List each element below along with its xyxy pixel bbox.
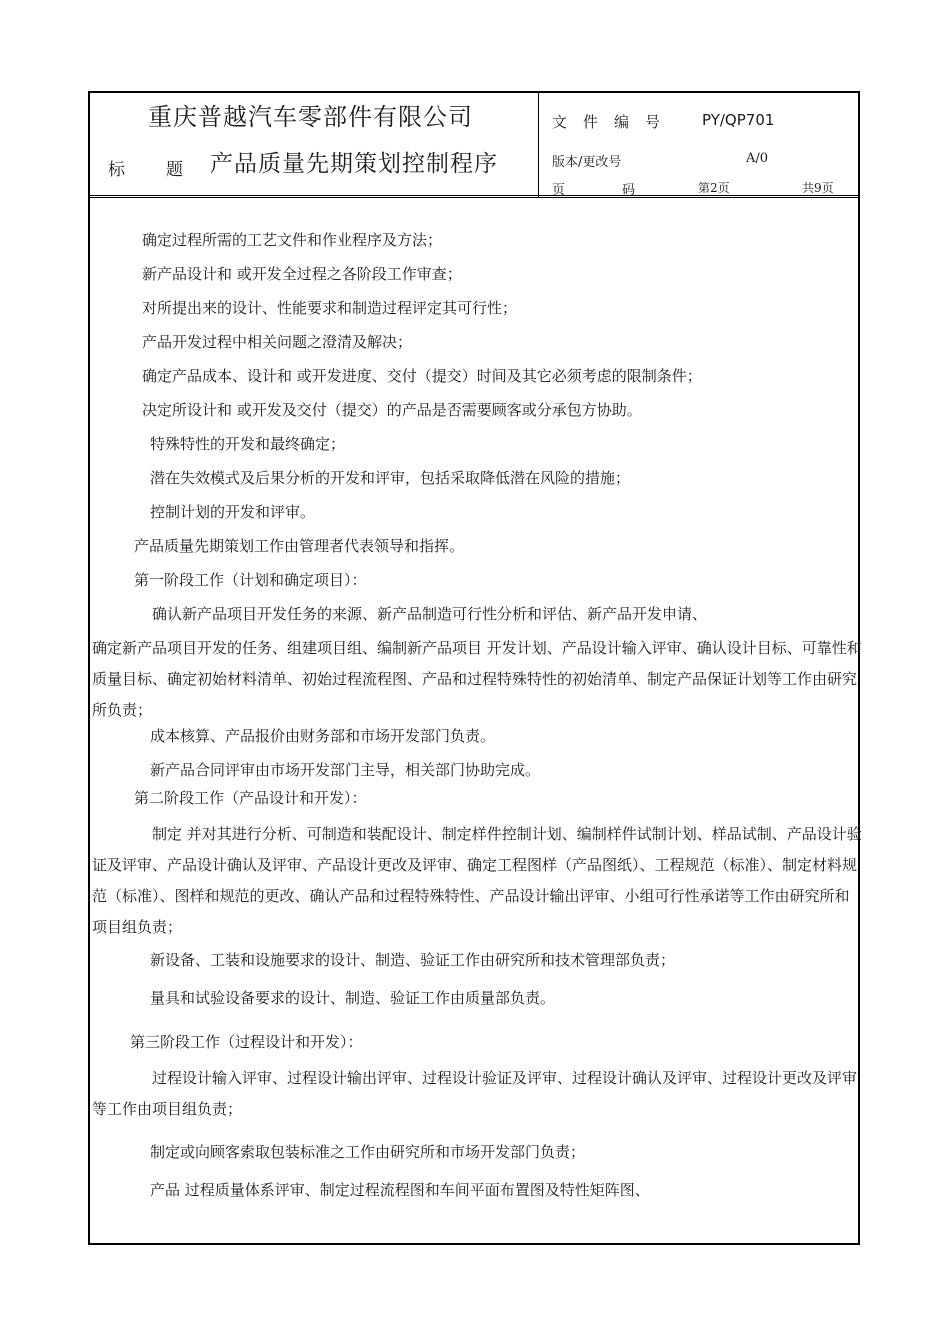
body-line: 确定产品成本、设计和 或开发进度、交付（提交）时间及其它必须考虑的限制条件； <box>142 367 702 385</box>
body-line: 制定或向顾客索取包装标准之工作由研究所和市场开发部门负责； <box>150 1143 586 1161</box>
body-line: 确认新产品项目开发任务的来源、新产品制造可行性分析和评估、新产品开发申请、 <box>152 605 708 623</box>
company-name: 重庆普越汽车零部件有限公司 <box>148 103 473 131</box>
body-line: 新产品合同评审由市场开发部门主导，相关部门协助完成。 <box>150 761 541 779</box>
document-frame <box>88 91 860 1245</box>
body-line: 成本核算、产品报价由财务部和市场开发部门负责。 <box>150 727 496 745</box>
body-paragraph: 确定新产品项目开发的任务、组建项目组、编制新产品项目 开发计划、产品设计输入评审、确认设计目标、可靠性和质量目标、确定初始材料清单、初始过程流程图、产品和过程特殊特性的初始清单、制定产品保证计划等工作由研究所负责； <box>92 639 862 719</box>
header-divider <box>90 195 858 196</box>
section-heading: 第二阶段工作（产品设计和开发）： <box>134 789 367 807</box>
body-line: 新设备、工装和设施要求的设计、制造、验证工作由研究所和技术管理部负责； <box>150 951 676 969</box>
body-line: 产品质量先期策划工作由管理者代表领导和指挥。 <box>134 537 465 555</box>
title-label-char-1: 标 <box>108 160 125 180</box>
document-title: 产品质量先期策划控制程序 <box>210 151 498 177</box>
page-label-char-1: 页 <box>552 183 566 198</box>
body-line: 新产品设计和 或开发全过程之各阶段工作审查； <box>142 265 462 283</box>
body-line: 量具和试验设备要求的设计、制造、验证工作由质量部负责。 <box>150 989 556 1007</box>
header-divider-inner <box>90 197 858 198</box>
page-label-char-2: 码 <box>622 183 636 198</box>
body-line: 对所提出来的设计、性能要求和制造过程评定其可行性； <box>142 299 518 317</box>
body-line: 潜在失效模式及后果分析的开发和评审，包括采取降低潜在风险的措施； <box>150 469 631 487</box>
section-heading: 第三阶段工作（过程设计和开发）： <box>130 1033 363 1051</box>
body-line: 确定过程所需的工艺文件和作业程序及方法； <box>142 231 443 249</box>
version-value: A/0 <box>746 151 769 166</box>
file-number-label: 文件编号 <box>552 113 677 131</box>
version-label: 版本/更改号 <box>552 155 622 170</box>
body-paragraph: 过程设计输入评审、过程设计输出评审、过程设计验证及评审、过程设计确认及评审、过程设计更改及评审等工作由项目组负责； <box>92 1069 858 1118</box>
page-total: 共9页 <box>802 181 834 195</box>
header-column-separator <box>538 93 539 197</box>
title-label-char-2: 题 <box>166 160 183 180</box>
section-heading: 第一阶段工作（计划和确定项目）： <box>134 571 367 589</box>
body-line: 控制计划的开发和评审。 <box>150 503 316 521</box>
page-current: 第2页 <box>698 181 730 195</box>
body-line: 决定所设计和 或开发及交付（提交）的产品是否需要顾客或分承包方协助。 <box>142 401 642 419</box>
file-number-value: PY/QP701 <box>702 111 775 129</box>
body-line: 产品开发过程中相关问题之澄清及解决； <box>142 333 413 351</box>
body-line: 产品 过程质量体系评审、制定过程流程图和车间平面布置图及特性矩阵图、 <box>150 1181 650 1199</box>
body-line: 特殊特性的开发和最终确定； <box>150 435 346 453</box>
body-paragraph: 制定 并对其进行分析、可制造和装配设计、制定样件控制计划、编制样件试制计划、样品试制、产品设计验证及评审、产品设计确认及评审、产品设计更改及评审、确定工程图样（产品图纸）、工程规范（标准）、制定材料规范（标准）、图样和规范的更改、确认产品和过程特殊特性、产品设计输出评审、小组可行性承诺等工作由研究所和项目组负责； <box>92 825 862 936</box>
